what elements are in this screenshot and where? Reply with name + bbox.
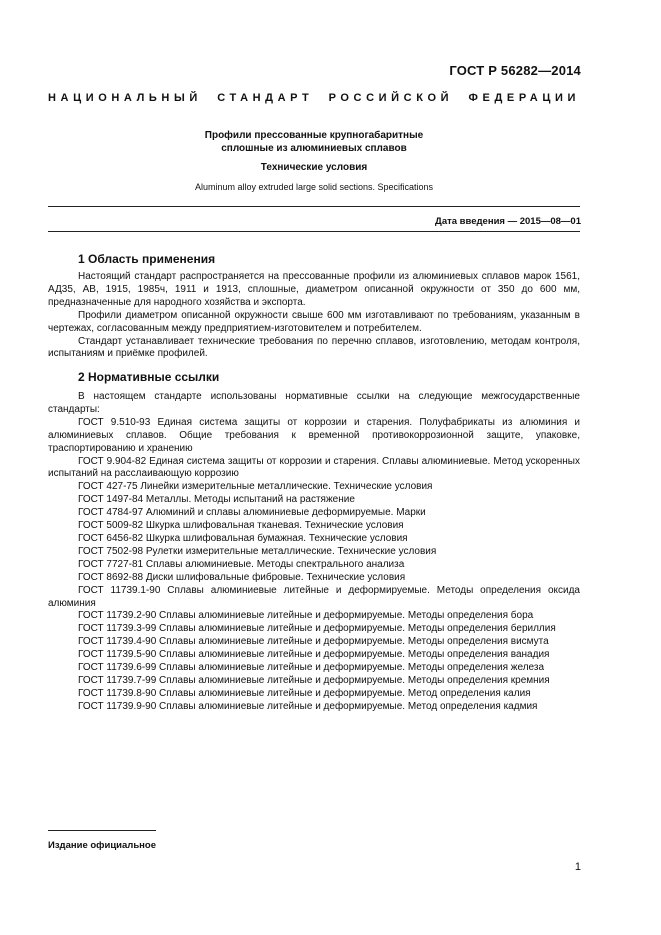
standard-number: ГОСТ Р 56282—2014 [449, 63, 581, 78]
date-divider [48, 231, 580, 232]
title-line-1: Профили прессованные крупногабаритные [204, 130, 424, 141]
introduction-date: Дата введения — 2015—08—01 [435, 216, 581, 227]
english-title: Aluminum alloy extruded large solid sections. Specifications [194, 182, 434, 192]
section-1-heading: 1 Область применения [78, 252, 216, 266]
section-2-heading: 2 Нормативные ссылки [78, 370, 220, 384]
section-1-paragraph: Стандарт устанавливает технические требования по перечню сплавов, изготовлению, методам контроля, испытаниям и приёмке профилей. [48, 335, 580, 360]
document-title [48, 129, 580, 155]
section-1-paragraph: Настоящий стандарт распространяется на прессованные профили из алюминиевых сплавов марок 1561, АД35, АВ, 1915, 1985ч, 1911 и 1913, сплошные, диаметром описанной окружности от 350 до 600 мм, предназначенные для народного хозяйства и экспорта. [48, 271, 580, 308]
section-2-intro: В настоящем стандарте использованы нормативные ссылки на следующие межгосударственные стандарты: [48, 391, 580, 415]
footer-divider [48, 830, 156, 831]
reference-item: ГОСТ 6456-82 Шкурка шлифовальная бумажная. Технические условия [78, 532, 408, 544]
reference-item: ГОСТ 9.510-93 Единая система защиты от коррозии и старения. Полуфабрикаты из алюминия и алюминиевых сплавов. Общие требования к временной противокоррозионной защите, упаковке, траспортированию и хранению [48, 416, 580, 454]
edition-note: Издание официальное [48, 840, 156, 851]
reference-item: ГОСТ 11739.3-99 Сплавы алюминиевые литейные и деформируемые. Методы определения бериллия [78, 623, 556, 635]
reference-item: ГОСТ 11739.1-90 Сплавы алюминиевые литейные и деформируемые. Методы определения оксида алюминия [48, 584, 580, 609]
reference-item: ГОСТ 11739.5-90 Сплавы алюминиевые литейные и деформируемые. Методы определения ванадия [78, 649, 550, 661]
reference-item: ГОСТ 11739.6-99 Сплавы алюминиевые литейные и деформируемые. Методы определения железа [78, 662, 545, 674]
reference-item: ГОСТ 4784-97 Алюминий и сплавы алюминиевые деформируемые. Марки [78, 507, 426, 519]
reference-item: ГОСТ 1497-84 Металлы. Методы испытаний на растяжение [78, 494, 355, 506]
reference-item: ГОСТ 11739.4-90 Сплавы алюминиевые литейные и деформируемые. Методы определения висмута [78, 636, 549, 648]
reference-item: ГОСТ 5009-82 Шкурка шлифовальная тканевая. Технические условия [78, 520, 404, 532]
section-2-body [48, 391, 580, 714]
reference-item: ГОСТ 9.904-82 Единая система защиты от коррозии и старения. Сплавы алюминиевые. Метод ускоренных испытаний на расслаивающую коррозию [48, 455, 580, 480]
reference-item: ГОСТ 7502-98 Рулетки измерительные металлические. Технические условия [78, 545, 437, 557]
title-divider [48, 206, 580, 207]
reference-item: ГОСТ 11739.9-90 Сплавы алюминиевые литейные и деформируемые. Метод определения кадмия [78, 700, 538, 712]
reference-item: ГОСТ 7727-81 Сплавы алюминиевые. Методы спектрального анализа [78, 558, 405, 570]
page-number: 1 [574, 861, 581, 873]
reference-item: ГОСТ 11739.8-90 Сплавы алюминиевые литейные и деформируемые. Метод определения калия [78, 687, 531, 699]
section-1-paragraph: Профили диаметром описанной окружности свыше 600 мм изготавливают по требованиям, указанным в чертежах, согласованным между предприятием-изготовителем и потребителем. [48, 309, 580, 334]
title-line-2: сплошные из алюминиевых сплавов [221, 143, 407, 154]
document-subtitle: Технические условия [260, 162, 368, 173]
section-1-body [48, 271, 580, 361]
national-standard-banner: НАЦИОНАЛЬНЫЙ СТАНДАРТ РОССИЙСКОЙ ФЕДЕРАЦИИ [48, 92, 580, 104]
reference-item: ГОСТ 427-75 Линейки измерительные металлические. Технические условия [78, 481, 433, 493]
reference-item: ГОСТ 8692-88 Диски шлифовальные фибровые. Технические условия [78, 571, 406, 583]
reference-item: ГОСТ 11739.2-90 Сплавы алюминиевые литейные и деформируемые. Методы определения бора [78, 610, 534, 622]
reference-item: ГОСТ 11739.7-99 Сплавы алюминиевые литейные и деформируемые. Методы определения кремния [78, 674, 550, 686]
